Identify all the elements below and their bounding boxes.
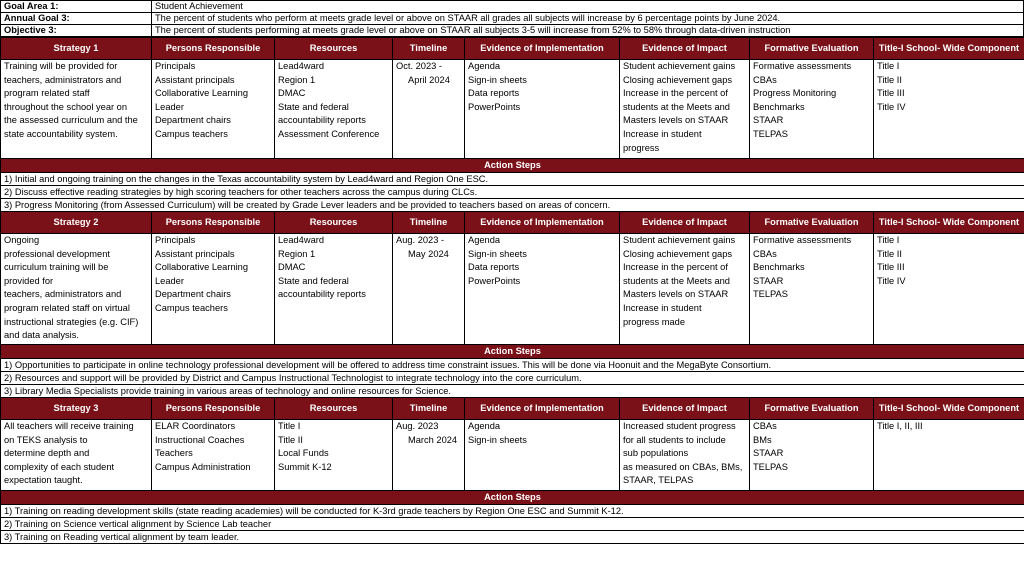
- objective-label: Objective 3:: [1, 25, 152, 37]
- formative-evaluation-cell: [750, 60, 874, 159]
- resources-header: Resources: [275, 212, 393, 234]
- formative-evaluation-header: Formative Evaluation: [750, 38, 874, 60]
- cell-line: Masters levels on STAAR: [623, 289, 729, 300]
- cell-line: Benchmarks: [753, 262, 805, 273]
- cell-line: Leader: [155, 101, 184, 112]
- action-step-text: 1) Initial and ongoing training on the changes in the Texas accountability system by Lead4ward and Region One ESC.: [1, 173, 1024, 186]
- cell-line: accountability reports: [278, 115, 366, 126]
- action-step-row: [1, 199, 1024, 212]
- cell-line: Student achievement gains: [623, 235, 736, 245]
- formative-evaluation-header: Formative Evaluation: [750, 398, 874, 420]
- persons-responsible-header: Persons Responsible: [152, 38, 275, 60]
- cell-line: program related staff on virtual: [4, 302, 130, 313]
- cell-line: State and federal: [278, 275, 349, 286]
- cell-line: ELAR Coordinators: [155, 421, 236, 431]
- cell-line: state accountability system.: [4, 128, 118, 139]
- strategy-2-content-row: [1, 234, 1024, 345]
- cell-line: Increase in student: [623, 128, 702, 139]
- cell-line: Campus teachers: [155, 302, 228, 313]
- cell-line: May 2024: [408, 248, 449, 259]
- cell-line: students at the Meets and: [623, 101, 730, 112]
- cell-line: PowerPoints: [468, 101, 521, 112]
- cell-line: complexity of each student: [4, 461, 115, 472]
- cell-line: PowerPoints: [468, 275, 521, 286]
- action-step-row: [1, 531, 1024, 544]
- cell-line: Title I: [278, 421, 301, 431]
- cell-line: March 2024: [408, 434, 458, 445]
- cell-line: STAAR, TELPAS: [623, 475, 694, 486]
- strategy-1-header-row: [1, 38, 1024, 60]
- cell-line: progress made: [623, 316, 686, 327]
- goal-header-table: [0, 0, 1024, 37]
- action-step-row: [1, 186, 1024, 199]
- evidence-of-impact-header: Evidence of Impact: [620, 398, 750, 420]
- cell-line: Title IV: [877, 101, 906, 112]
- cell-line: Title II: [877, 248, 902, 259]
- goal-area-value: Student Achievement: [152, 1, 1024, 13]
- strategy-3-header-row: [1, 398, 1024, 420]
- cell-line: Closing achievement gaps: [623, 248, 733, 259]
- cell-line: professional development: [4, 248, 110, 259]
- resources-header: Resources: [275, 398, 393, 420]
- cell-line: Student achievement gains: [623, 61, 736, 71]
- action-steps-header: Action Steps: [1, 159, 1024, 173]
- cell-line: Benchmarks: [753, 101, 805, 112]
- cell-line: Title I: [877, 235, 900, 245]
- strategy-header: Strategy 3: [1, 398, 152, 420]
- title-i-component-header: Title-I School- Wide Component: [874, 398, 1024, 420]
- goal-area-label: Goal Area 1:: [1, 1, 152, 13]
- resources-cell: [275, 420, 393, 491]
- annual-goal-row: [1, 13, 1024, 25]
- formative-evaluation-cell: [750, 234, 874, 345]
- cell-line: TELPAS: [753, 461, 788, 472]
- cell-line: Department chairs: [155, 115, 231, 126]
- cell-line: students at the Meets and: [623, 275, 730, 286]
- strategy-1-content-row: [1, 60, 1024, 159]
- cell-line: Principals: [155, 61, 196, 71]
- action-steps-header: Action Steps: [1, 491, 1024, 505]
- cell-line: DMAC: [278, 262, 306, 273]
- action-step-text: 3) Progress Monitoring (from Assessed Curriculum) will be created by Grade Lever leaders and be provided to teachers based on areas of concern.: [1, 199, 1024, 212]
- title-i-component-header: Title-I School- Wide Component: [874, 38, 1024, 60]
- cell-line: Title I, II, III: [877, 421, 923, 431]
- cell-line: the assessed curriculum and the: [4, 115, 138, 126]
- cell-line: determine depth and: [4, 448, 90, 459]
- cell-line: Agenda: [468, 235, 501, 245]
- evidence-of-implementation-header: Evidence of Implementation: [465, 398, 620, 420]
- cell-line: Training will be provided for: [4, 61, 118, 71]
- action-step-row: [1, 518, 1024, 531]
- cell-line: Department chairs: [155, 289, 231, 300]
- goal-area-row: [1, 1, 1024, 13]
- cell-line: All teachers will receive training: [4, 421, 134, 431]
- cell-line: teachers, administrators and: [4, 74, 122, 85]
- formative-evaluation-cell: [750, 420, 874, 491]
- resources-cell: [275, 60, 393, 159]
- strategy-description: [1, 60, 152, 159]
- cell-line: instructional strategies (e.g. CIF): [4, 316, 139, 327]
- cell-line: Title III: [877, 88, 905, 99]
- action-step-text: 3) Training on Reading vertical alignment by team leader.: [1, 531, 1024, 544]
- cell-line: Sign-in sheets: [468, 74, 527, 85]
- cell-line: sub populations: [623, 448, 689, 459]
- cell-line: curriculum training will be: [4, 262, 109, 273]
- cell-line: expectation taught.: [4, 475, 83, 486]
- cell-line: Title II: [877, 74, 902, 85]
- cell-line: Lead4ward: [278, 235, 325, 245]
- evidence-of-implementation-header: Evidence of Implementation: [465, 38, 620, 60]
- title-i-component-header: Title-I School- Wide Component: [874, 212, 1024, 234]
- cell-line: CBAs: [753, 421, 777, 431]
- cell-line: Sign-in sheets: [468, 434, 527, 445]
- persons-responsible-header: Persons Responsible: [152, 398, 275, 420]
- cell-line: Data reports: [468, 262, 520, 273]
- evidence-of-implementation-cell: [465, 60, 620, 159]
- cell-line: Increase in the percent of: [623, 88, 728, 99]
- cell-line: Campus teachers: [155, 128, 228, 139]
- cell-line: Title II: [278, 434, 303, 445]
- persons-responsible-cell: [152, 234, 275, 345]
- strategy-3-content-row: [1, 420, 1024, 491]
- action-steps-header-row: [1, 159, 1024, 173]
- cell-line: Sign-in sheets: [468, 248, 527, 259]
- cell-line: Masters levels on STAAR: [623, 115, 729, 126]
- action-step-text: 2) Training on Science vertical alignment by Science Lab teacher: [1, 518, 1024, 531]
- cell-line: Ongoing: [4, 235, 40, 245]
- action-step-row: [1, 505, 1024, 518]
- cell-line: program related staff: [4, 88, 90, 99]
- cell-line: Increase in the percent of: [623, 262, 728, 273]
- timeline-cell: [393, 420, 465, 491]
- evidence-of-impact-header: Evidence of Impact: [620, 38, 750, 60]
- action-steps-header: Action Steps: [1, 345, 1024, 359]
- title-i-component-cell: [874, 60, 1024, 159]
- cell-line: Assistant principals: [155, 74, 235, 85]
- timeline-cell: [393, 60, 465, 159]
- cell-line: TELPAS: [753, 289, 788, 300]
- cell-line: Lead4ward: [278, 61, 325, 71]
- evidence-of-impact-cell: [620, 234, 750, 345]
- timeline-header: Timeline: [393, 212, 465, 234]
- cell-line: Closing achievement gaps: [623, 74, 733, 85]
- cell-line: Summit K-12: [278, 461, 332, 472]
- persons-responsible-header: Persons Responsible: [152, 212, 275, 234]
- action-step-text: 1) Opportunities to participate in online technology professional development will be offered to address time constraint issues. This will be done via Hoonuit and the MegaByte Consortium.: [1, 359, 1024, 372]
- persons-responsible-cell: [152, 60, 275, 159]
- cell-line: and data analysis.: [4, 330, 79, 341]
- cell-line: Aug. 2023: [396, 421, 439, 431]
- action-steps-header-row: [1, 491, 1024, 505]
- cell-line: Title III: [877, 262, 905, 273]
- cell-line: State and federal: [278, 101, 349, 112]
- cell-line: Collaborative Learning: [155, 88, 249, 99]
- cell-line: STAAR: [753, 115, 784, 126]
- cell-line: Region 1: [278, 74, 316, 85]
- cell-line: Leader: [155, 275, 184, 286]
- cell-line: provided for: [4, 275, 54, 286]
- objective-value: The percent of students performing at meets grade level or above on STAAR all subjects 3-5 will increase from 52% to 58% through data-driven instruction: [152, 25, 1024, 37]
- cell-line: throughout the school year on: [4, 101, 128, 112]
- action-step-text: 2) Discuss effective reading strategies by high scoring teachers for other teachers across the campus during CLCs.: [1, 186, 1024, 199]
- evidence-of-impact-cell: [620, 420, 750, 491]
- cell-line: CBAs: [753, 74, 777, 85]
- persons-responsible-cell: [152, 420, 275, 491]
- cell-line: Instructional Coaches: [155, 434, 245, 445]
- cell-line: TELPAS: [753, 128, 788, 139]
- strategy-header: Strategy 1: [1, 38, 152, 60]
- cell-line: for all students to include: [623, 434, 726, 445]
- strategy-description: [1, 234, 152, 345]
- action-step-row: [1, 385, 1024, 398]
- strategy-header: Strategy 2: [1, 212, 152, 234]
- cell-line: STAAR: [753, 448, 784, 459]
- cell-line: April 2024: [408, 74, 450, 85]
- action-step-row: [1, 173, 1024, 186]
- resources-cell: [275, 234, 393, 345]
- formative-evaluation-header: Formative Evaluation: [750, 212, 874, 234]
- cell-line: Local Funds: [278, 448, 329, 459]
- cell-line: Data reports: [468, 88, 520, 99]
- cell-line: Increase in student: [623, 302, 702, 313]
- cell-line: Agenda: [468, 61, 501, 71]
- timeline-header: Timeline: [393, 398, 465, 420]
- title-i-component-cell: [874, 420, 1024, 491]
- cell-line: STAAR: [753, 275, 784, 286]
- evidence-of-implementation-header: Evidence of Implementation: [465, 212, 620, 234]
- resources-header: Resources: [275, 38, 393, 60]
- evidence-of-impact-cell: [620, 60, 750, 159]
- cell-line: Formative assessments: [753, 61, 852, 71]
- evidence-of-implementation-cell: [465, 420, 620, 491]
- action-step-text: 1) Training on reading development skills (state reading academies) will be conducted for K-3rd grade teachers by Region One ESC and Summit K-12.: [1, 505, 1024, 518]
- strategy-table: [0, 37, 1024, 544]
- cell-line: Title I: [877, 61, 900, 71]
- strategy-2-header-row: [1, 212, 1024, 234]
- annual-goal-label: Annual Goal 3:: [1, 13, 152, 25]
- cell-line: as measured on CBAs, BMs,: [623, 461, 743, 472]
- cell-line: Principals: [155, 235, 196, 245]
- cell-line: Title IV: [877, 275, 906, 286]
- timeline-cell: [393, 234, 465, 345]
- action-step-text: 3) Library Media Specialists provide training in various areas of technology and online resources for Science.: [1, 385, 1024, 398]
- cell-line: Oct. 2023 -: [396, 61, 442, 71]
- action-step-row: [1, 359, 1024, 372]
- cell-line: Campus Administration: [155, 461, 251, 472]
- timeline-header: Timeline: [393, 38, 465, 60]
- title-i-component-cell: [874, 234, 1024, 345]
- cell-line: Aug. 2023 -: [396, 235, 445, 245]
- cell-line: Region 1: [278, 248, 316, 259]
- cell-line: Assessment Conference: [278, 128, 380, 139]
- cell-line: BMs: [753, 434, 772, 445]
- cell-line: Progress Monitoring: [753, 88, 837, 99]
- strategy-description: [1, 420, 152, 491]
- evidence-of-implementation-cell: [465, 234, 620, 345]
- objective-row: [1, 25, 1024, 37]
- action-steps-header-row: [1, 345, 1024, 359]
- cell-line: Collaborative Learning: [155, 262, 249, 273]
- action-step-text: 2) Resources and support will be provided by District and Campus Instructional Technologist to integrate technology into the core curriculum.: [1, 372, 1024, 385]
- evidence-of-impact-header: Evidence of Impact: [620, 212, 750, 234]
- cell-line: Teachers: [155, 448, 193, 459]
- annual-goal-value: The percent of students who perform at meets grade level or above on STAAR all grades all subjects will increase by 6 percentage points by June 2024.: [152, 13, 1024, 25]
- cell-line: on TEKS analysis to: [4, 434, 88, 445]
- action-step-row: [1, 372, 1024, 385]
- cell-line: DMAC: [278, 88, 306, 99]
- cell-line: Increased student progress: [623, 421, 736, 431]
- cell-line: Assistant principals: [155, 248, 235, 259]
- cell-line: CBAs: [753, 248, 777, 259]
- cell-line: progress: [623, 142, 660, 153]
- cell-line: teachers, administrators and: [4, 289, 122, 300]
- cell-line: Agenda: [468, 421, 501, 431]
- cell-line: accountability reports: [278, 289, 366, 300]
- cell-line: Formative assessments: [753, 235, 852, 245]
